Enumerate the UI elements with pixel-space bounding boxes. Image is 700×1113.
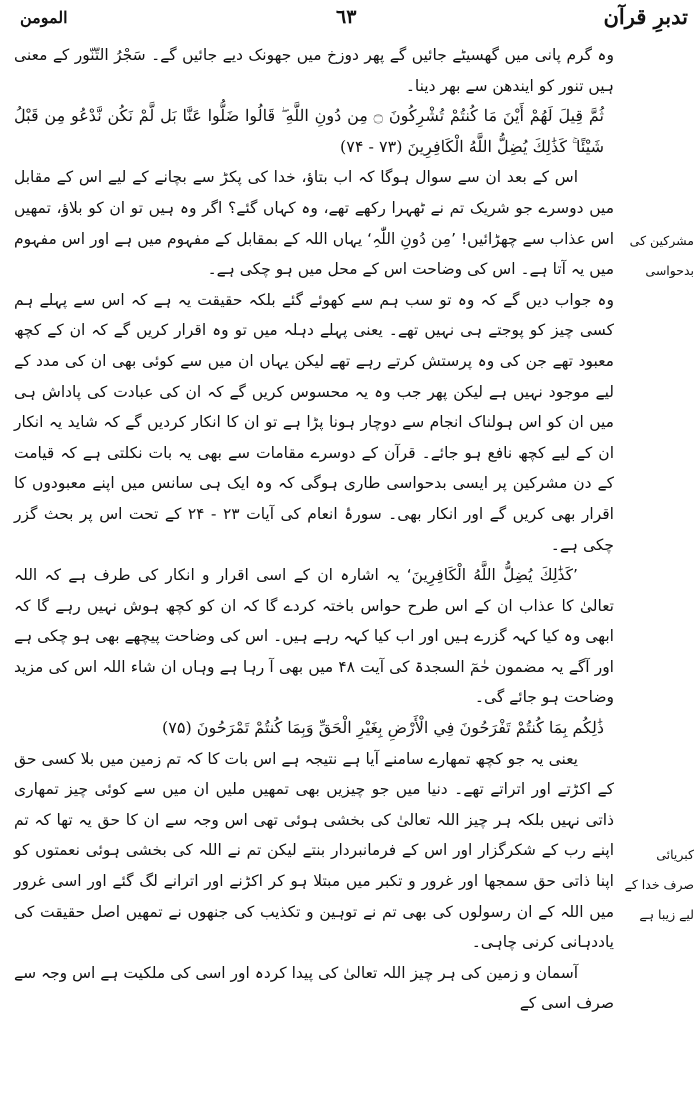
- book-title: تدبرِ قرآن: [603, 4, 688, 29]
- page-header: [0, 0, 700, 38]
- paragraph-commentary-3: ’كَذَٰلِكَ يُضِلُّ اللَّهُ الْكَافِرِينَ‘ یہ اشارہ ان کے اسی اقرار و انکار کی طرف ہے کہ اللہ تعالیٰ کا عذاب ان کے اس طرح حواس باختہ کردے گا کہ ان کو کچھ ہوش نہیں رہے گا کہ ابھی وہ کیا کہہ گزرے ہیں اور اب کیا کہہ رہے ہیں۔ اس کی وضاحت پیچھے بھی ہو چکی ہے اور آگے یہ مضمون حٰمٓ السجدۃ کی آیت ۴۸ میں بھی آ رہا ہے وہاں ان شاء اللہ اس کی مزید وضاحت ہو جائے گی۔: [14, 566, 614, 707]
- margin-note-confusion-of-polytheists: مشرکین کی بدحواسی: [629, 233, 694, 278]
- paragraph-commentary-4: یعنی یہ جو کچھ تمھارے سامنے آیا ہے نتیجہ ہے اس بات کا کہ تم زمین میں بلا کسی حق کے اکڑتے اور اتراتے تھے۔ دنیا میں جو چیزیں بھی تمھیں ملیں ان میں سے کوئی چیز تمھاری ذاتی نہیں بلکہ ہر چیز اللہ تعالیٰ کی بخشی ہوئی تھی اس وجہ سے ان کا حق یہ تھا کہ تم اپنے رب کے شکرگزار اور اس کے فرمانبردار بنتے لیکن تم نے اللہ کی بخشی ہوئی نعمتوں کو اپنا ذاتی حق سمجھا اور غرور و تکبر میں مبتلا ہو کر اکڑنے اور اترانے لگ گئے اور اسی غرور میں اللہ کے ان رسولوں کی بھی تم نے توہین و تکذیب کی جنھوں نے تمھیں اصل حقیقت کی یاددہانی کرنی چاہی۔: [14, 749, 614, 952]
- paragraph-commentary-1: اس کے بعد ان سے سوال ہوگا کہ اب بتاؤ، خدا کی پکڑ سے بچانے کے لیے اس کے مقابل میں دوسرے جو شریک تم نے ٹھہرا رکھے تھے، وہ کہاں گئے؟ اگر وہ ہیں تو ان کو بلاؤ، تمھیں اس عذاب سے چھڑائیں! ’مِن دُونِ اللّٰہِ‘ یہاں اللہ کے بمقابل کے مفہوم میں ہے اور اس مفہوم میں یہ آتا ہے۔ اس کی وضاحت اس کے محل میں ہو چکی ہے۔: [14, 168, 614, 279]
- quran-verse-75: ذَٰلِكُم بِمَا كُنتُمْ تَفْرَحُونَ فِي الْأَرْضِ بِغَيْرِ الْحَقِّ وَبِمَا كُنتُمْ تَمْرَحُونَ (۷۵): [162, 718, 604, 738]
- paragraph-commentary-2: وہ جواب دیں گے کہ وہ تو سب ہم سے کھوئے گئے بلکہ حقیقت یہ ہے کہ اس سے پہلے ہم کسی چیز کو پوجتے ہی نہیں تھے۔ یعنی پہلے دہلہ میں تو وہ اقرار کریں گے کہ ان کے کچھ معبود تھے جن کی وہ پرستش کرتے رہے تھے لیکن یہاں ان میں سے کوئی بھی ان کی مدد کے لیے موجود نہیں ہے لیکن پھر جب وہ یہ محسوس کریں گے کہ ان کی عبادت کی پاداش ہی میں ان کو اس ہولناک انجام سے دوچار ہونا پڑا ہے تو ان کا انکار کردیں گے کہ شاید یہ انکار ان کے لیے کچھ نافع ہو جائے۔ قرآن کے دوسرے مقامات سے بھی یہ بات نکلتی ہے کہ قیامت کے دن مشرکین پر ایسی بدحواسی طاری ہوگی کہ وہ ایک ہی سانس میں اپنے معبودوں کا اقرار بھی کریں گے اور انکار بھی۔ سورۂ انعام کی آیات ۲۳ - ۲۴ کے تحت اس پر بحث گزر چکی ہے۔: [14, 290, 614, 554]
- paragraph-commentary-5: آسمان و زمین کی ہر چیز اللہ تعالیٰ کی پیدا کردہ اور اسی کی ملکیت ہے اس وجہ سے صرف اسی کے: [14, 963, 614, 1013]
- margin-note-greatness-belongs-to-god: کبریائی صرف خدا کے لیے زیبا ہے: [624, 847, 694, 922]
- main-text: [14, 40, 614, 1019]
- page-number: ٦٣: [336, 6, 357, 28]
- quran-verse-73-74: ثُمَّ قِيلَ لَهُمْ أَيْنَ مَا كُنتُمْ تُشْرِكُونَ ۝ مِن دُونِ اللَّهِ ۖ قَالُوا ضَلُّوا عَنَّا بَل لَّمْ نَكُن نَّدْعُو مِن قَبْلُ شَيْئًا ۚ كَذَٰلِكَ يُضِلُّ اللَّهُ الْكَافِرِينَ (۷۳ - ۷۴): [14, 106, 604, 156]
- paragraph-opening: وہ گرم پانی میں گھسیٹے جائیں گے پھر دوزخ میں جھونک دیے جائیں گے۔ سَجْرُ التّنّور کے معنی ہیں تنور کو ایندھن سے بھر دینا۔: [14, 46, 614, 95]
- surah-name: المومن: [20, 8, 68, 27]
